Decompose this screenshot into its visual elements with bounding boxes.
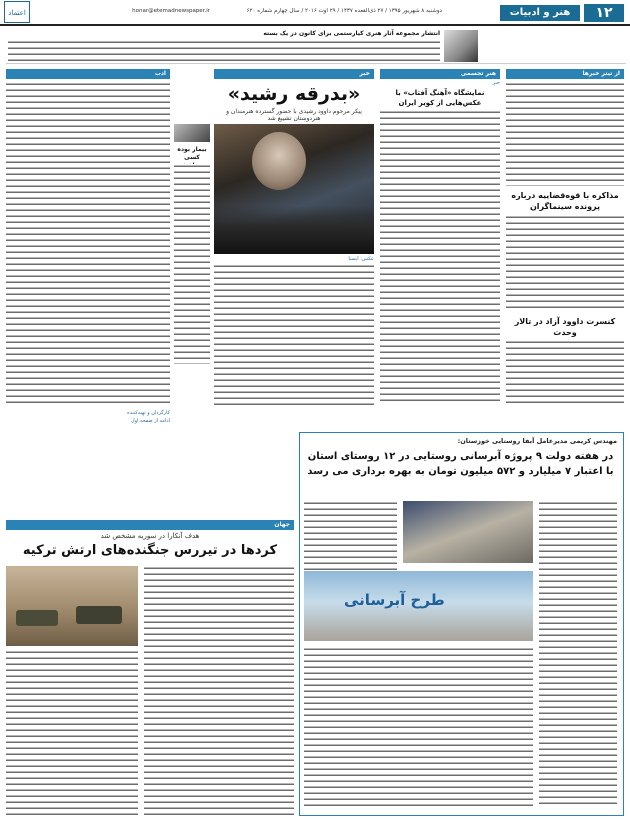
- water-banner-text: طرح آبرسانی: [344, 591, 445, 609]
- kurds-body-2: [6, 650, 138, 816]
- top-strip-body: [8, 40, 440, 62]
- photo-caption: عکس: ایسنا: [348, 256, 374, 262]
- right-headline-1[interactable]: مذاکره با قوه‌قضاییه درباره پرونده سینماگران: [511, 191, 619, 211]
- water-body-3: [304, 647, 533, 807]
- mid-column-body: [380, 110, 500, 405]
- right-column-body-2: [506, 215, 624, 311]
- right-column-body-1: [506, 82, 624, 186]
- masthead-logo[interactable]: اعتماد: [4, 1, 30, 23]
- water-headline[interactable]: در هفته دولت ۹ پروژه آبرسانی روستایی در ۱۲ روستای استان با اعتبار ۷ میلیارد و ۵۷۲ میلیون تومان به بهره برداری می رسد: [307, 451, 614, 477]
- section-title: هنر و ادبیات: [500, 5, 580, 21]
- top-strip: [6, 30, 626, 64]
- mid-headline[interactable]: نمایشگاه «آهنگ آفتاب» با عکس‌هایی از کویر ایران: [395, 89, 485, 107]
- kiarostami-portrait: [444, 30, 478, 62]
- water-banner-photo: [304, 571, 533, 641]
- left-link-2[interactable]: ادامه از صفحه اول: [130, 418, 170, 424]
- page-number: ۱۲: [584, 4, 624, 22]
- kurds-body-1: [144, 566, 294, 816]
- kurds-headline[interactable]: کردها در تیررس جنگنده‌های ارتش ترکیه: [22, 543, 278, 558]
- top-strip-title[interactable]: انتشار مجموعه آثار هنری کیارستمی برای کانون در یک بسته: [263, 30, 440, 37]
- mid-column-bar: هنر تجسمی: [380, 69, 500, 79]
- left-column-body: [6, 82, 170, 405]
- left-link-1[interactable]: کارگردان و تهیه‌کننده: [127, 410, 170, 416]
- side-body: [174, 164, 210, 364]
- right-column-bar: از تیتر خبرها: [506, 69, 624, 79]
- crowd-in-photo: [214, 206, 374, 254]
- side-photo: [174, 124, 210, 142]
- date-line: دوشنبه ۸ شهریور ۱۳۹۵ / ۲۷ ذی‌القعده ۱۴۳۷ / ۲۹ اوت ۲۰۱۶ / سال چهارم شماره ۶۲۰: [246, 8, 442, 14]
- kurds-kicker: هدف آنکارا در سوریه مشخص شد: [100, 532, 200, 540]
- world-bar: جهان: [6, 520, 294, 530]
- tanks-photo: [6, 566, 138, 646]
- official-photo: [403, 501, 533, 563]
- portrait-in-photo: [252, 132, 306, 190]
- right-headline-2[interactable]: کنسرت داوود آزاد در تالار وحدت: [514, 317, 616, 337]
- tank-shape-2: [76, 606, 122, 624]
- funeral-photo: [214, 124, 374, 254]
- side-column: [174, 124, 210, 364]
- water-story-box: [299, 432, 624, 816]
- main-headline[interactable]: «بدرقه رشید»: [227, 83, 361, 105]
- water-body-1: [539, 501, 617, 807]
- water-kicker: مهندس کریمی مدیرعامل آبفا روستایی خوزستان:: [457, 437, 617, 445]
- section-email[interactable]: honar@etemadnewspaper.ir: [132, 8, 210, 14]
- left-column-bar: ادب: [6, 69, 170, 79]
- tank-shape-1: [16, 610, 58, 626]
- page-header: [0, 0, 630, 26]
- main-story-body: [214, 264, 374, 405]
- main-subhead: پیکر مرحوم داوود رشیدی با حضور گسترده هنرمندان و هنردوستان تشییع شد: [226, 108, 362, 122]
- right-column-body-3: [506, 340, 624, 404]
- side-title[interactable]: بیمار بوده کسی: [177, 146, 207, 161]
- main-story-bar: خبر: [214, 69, 374, 79]
- mid-author: خبر: [492, 80, 500, 86]
